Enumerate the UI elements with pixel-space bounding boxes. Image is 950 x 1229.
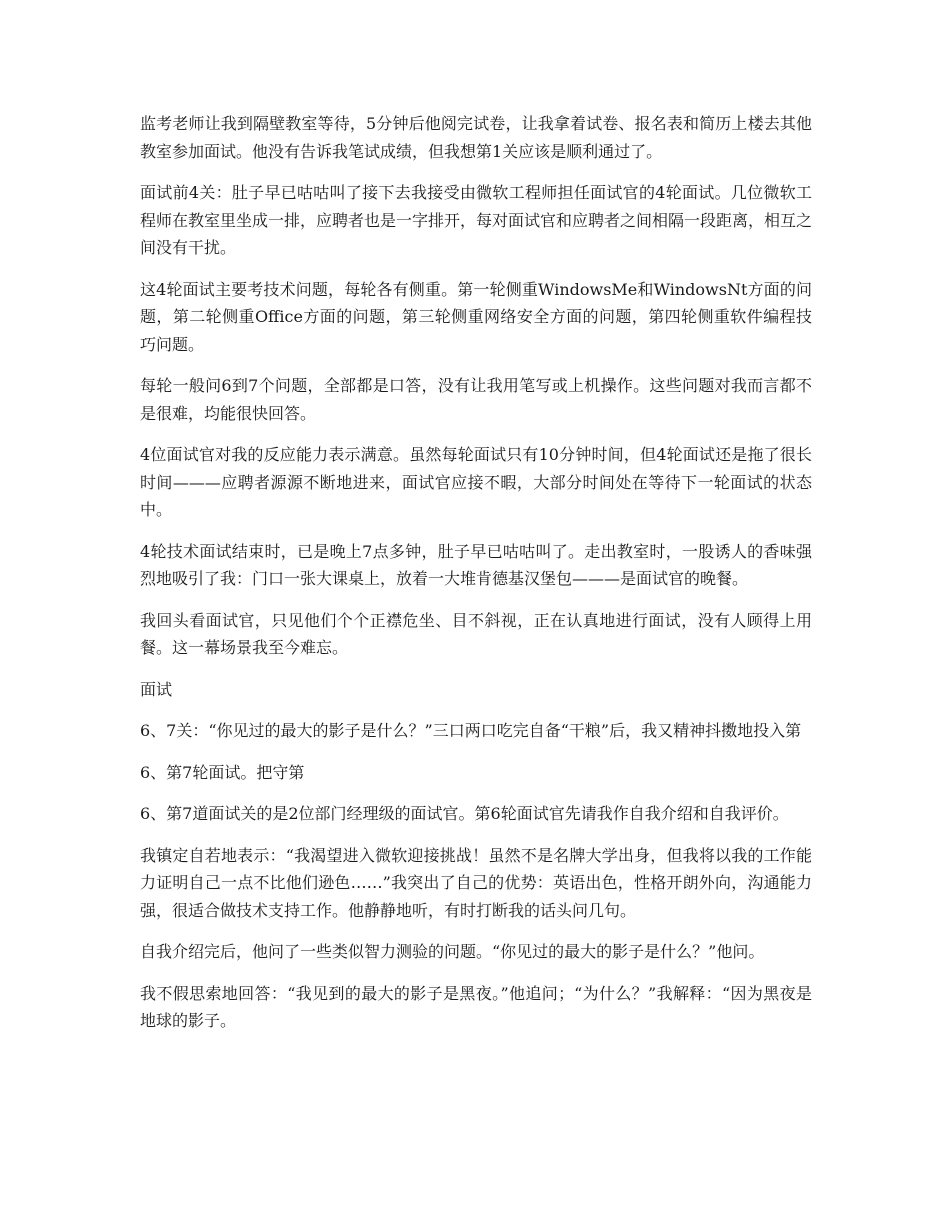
paragraph: 我镇定自若地表示：“我渴望进入微软迎接挑战！虽然不是名牌大学出身，但我将以我的工作能力证明自己一点不比他们逊色……”我突出了自己的优势：英语出色，性格开朗外向，沟通能力强，很适合做技术支持工作。他静静地听，有时打断我的话头问几句。	[140, 845, 812, 920]
paragraph: 每轮一般问6到7个问题，全部都是口答，没有让我用笔写或上机操作。这些问题对我而言都不是很难，均能很快回答。	[140, 376, 812, 423]
paragraph: 4位面试官对我的反应能力表示满意。虽然每轮面试只有10分钟时间，但4轮面试还是拖了很长时间———应聘者源源不断地进来，面试官应接不暇，大部分时间处在等待下一轮面试的状态中。	[140, 445, 812, 519]
paragraph: 4轮技术面试结束时，已是晚上7点多钟，肚子早已咕咕叫了。走出教室时，一股诱人的香味强烈地吸引了我：门口一张大课桌上，放着一大堆肯德基汉堡包———是面试官的晚餐。	[140, 541, 812, 588]
paragraph: 6、第7轮面试。把守第	[140, 762, 305, 782]
paragraph: 面试前4关：肚子早已咕咕叫了接下去我接受由微软工程师担任面试官的4轮面试。几位微软工程师在教室里坐成一排，应聘者也是一字排开，每对面试官和应聘者之间相隔一段距离，相互之间没有干扰。	[140, 183, 813, 257]
section-heading: 面试	[140, 679, 173, 699]
paragraph: 监考老师让我到隔壁教室等待，5分钟后他阅完试卷，让我拿着试卷、报名表和简历上楼去其他教室参加面试。他没有告诉我笔试成绩，但我想第1关应该是顺利通过了。	[140, 114, 812, 161]
paragraph: 这4轮面试主要考技术问题，每轮各有侧重。第一轮侧重WindowsMe和WindowsNt方面的问题，第二轮侧重Office方面的问题，第三轮侧重网络安全方面的问题，第四轮侧重软件编程技巧问题。	[140, 279, 812, 354]
paragraph: 我回头看面试官，只见他们个个正襟危坐、目不斜视，正在认真地进行面试，没有人顾得上用餐。这一幕场景我至今难忘。	[140, 610, 812, 657]
document-body	[140, 110, 812, 1049]
paragraph: 自我介绍完后，他问了一些类似智力测验的问题。“你见过的最大的影子是什么？”他问。	[140, 942, 765, 961]
paragraph: 6、7关：“你见过的最大的影子是什么？”三口两口吃完自备“干粮”后，我又精神抖擞地投入第	[140, 721, 802, 740]
paragraph: 我不假思索地回答：“我见到的最大的影子是黑夜。”他追问；“为什么？”我解释：“因为黑夜是地球的影子。	[140, 983, 812, 1030]
paragraph: 6、第7道面试关的是2位部门经理级的面试官。第6轮面试官先请我作自我介绍和自我评价。	[140, 804, 789, 823]
